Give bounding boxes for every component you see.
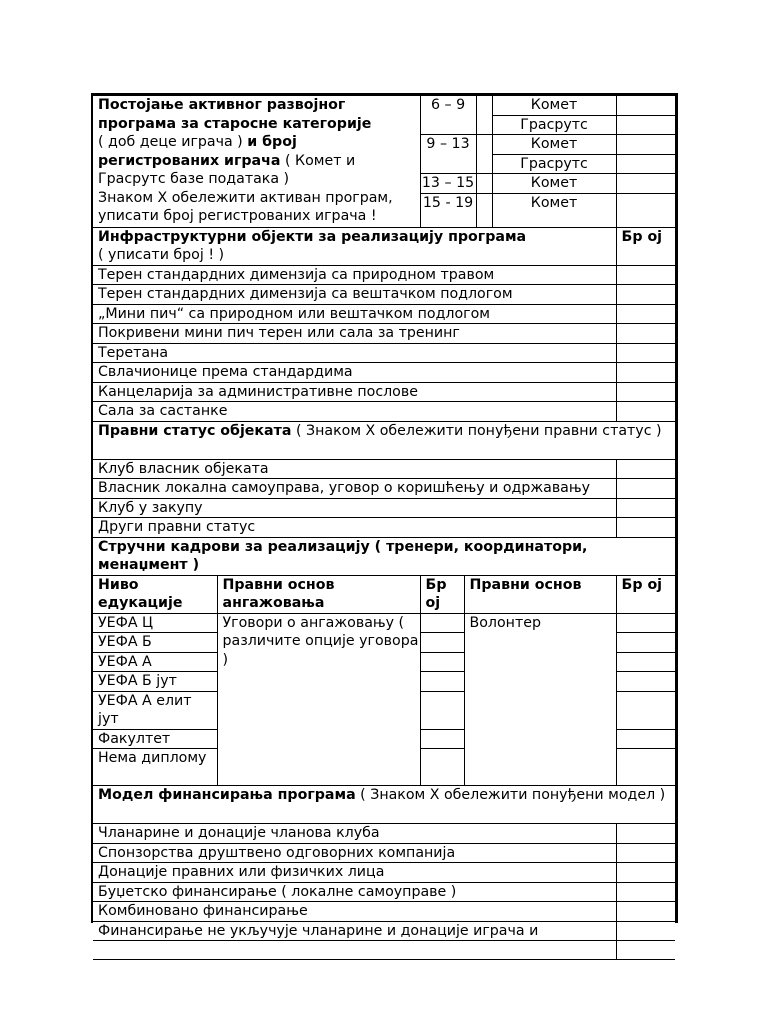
program-komet: Комет: [492, 96, 616, 115]
education-level: УЕФА Ц: [93, 613, 217, 633]
financing-item: Буџетско финансирање ( локалне самоуправе ): [93, 882, 616, 902]
count-cell[interactable]: [616, 304, 675, 324]
mark-cell[interactable]: [616, 921, 675, 941]
mark-cell[interactable]: [476, 193, 492, 227]
count-cell[interactable]: [616, 193, 675, 227]
infrastructure-item: Терен стандардних димензија са вештачком подлогом: [93, 285, 616, 305]
count-cell[interactable]: [616, 285, 675, 305]
legal-status-header: [93, 421, 675, 459]
infrastructure-item: Свлачионице према стандардима: [93, 363, 616, 383]
legal-status-item: Други правни статус: [93, 518, 616, 538]
count-cell[interactable]: [616, 749, 675, 786]
count-cell[interactable]: [616, 672, 675, 692]
mark-cell[interactable]: [476, 174, 492, 194]
mark-cell[interactable]: [476, 135, 492, 174]
count-cell[interactable]: [616, 96, 675, 115]
staff-col-level: Ниво едукације: [93, 575, 217, 613]
count-cell[interactable]: [420, 633, 464, 653]
age-range-15-19: 15 - 19: [420, 193, 476, 227]
program-instruction: Знаком X обележити активан програм, уписати број регистрованих играча !: [98, 189, 393, 224]
legal-status-item: Клуб у закупу: [93, 498, 616, 518]
count-cell[interactable]: [616, 691, 675, 729]
mark-cell[interactable]: [616, 941, 675, 960]
financing-item: Комбиновано финансирање: [93, 902, 616, 922]
education-level: Нема диплому: [93, 749, 217, 786]
program-database-note: ( Комет и Грасрутс базе података ): [98, 152, 356, 187]
count-cell[interactable]: [616, 363, 675, 383]
age-range-6-9: 6 – 9: [420, 96, 476, 135]
program-komet: Комет: [492, 193, 616, 227]
count-header: Бр ој: [616, 227, 675, 265]
age-range-13-15: 13 – 15: [421, 175, 475, 191]
count-cell[interactable]: [420, 729, 464, 749]
legal-status-instruction: ( Знаком X обележити понуђени правни статус ): [295, 422, 662, 439]
mark-cell[interactable]: [616, 863, 675, 883]
count-cell[interactable]: [420, 691, 464, 729]
infrastructure-item: „Мини пич“ са природном или вештачком подлогом: [93, 304, 616, 324]
program-description-cell: [93, 96, 420, 227]
program-title: Постојање активног развојног програма за старосне категорије: [98, 97, 372, 132]
financing-instruction: ( Знаком X обележити понуђени модел ): [360, 787, 666, 803]
financing-item-continued: [93, 941, 616, 960]
financing-item: Донације правних или физичких лица: [93, 863, 616, 883]
mark-cell[interactable]: [616, 479, 675, 499]
infrastructure-item: Терен стандардних димензија са природном травом: [93, 265, 616, 285]
education-level: УЕФА А: [93, 652, 217, 672]
mark-cell[interactable]: [616, 518, 675, 538]
education-level: Факултет: [93, 729, 217, 749]
staff-col-legal-basis: Правни основ ангажовања: [217, 575, 420, 613]
legal-status-title: Правни статус објеката: [98, 422, 292, 439]
count-cell[interactable]: [420, 672, 464, 692]
count-cell[interactable]: [420, 749, 464, 786]
infrastructure-item: Покривени мини пич терен или сала за тренинг: [93, 324, 616, 344]
mark-cell[interactable]: [616, 843, 675, 863]
program-grassroots: Грасрутс: [492, 154, 616, 174]
mark-cell[interactable]: [476, 96, 492, 135]
program-grassroots: Грасрутс: [492, 115, 616, 135]
count-cell[interactable]: [616, 402, 675, 422]
staff-col-count: Бр ој: [420, 575, 464, 613]
form-page: [91, 93, 678, 939]
count-cell[interactable]: [616, 343, 675, 363]
mark-cell[interactable]: [616, 882, 675, 902]
mark-cell[interactable]: [616, 459, 675, 479]
infrastructure-item: Канцеларија за административне послове: [93, 382, 616, 402]
education-level: УЕФА Б: [93, 633, 217, 653]
program-komet: Комет: [492, 174, 616, 194]
count-cell[interactable]: [616, 633, 675, 653]
count-cell[interactable]: [616, 115, 675, 135]
count-cell[interactable]: [420, 652, 464, 672]
count-cell[interactable]: [616, 652, 675, 672]
count-cell[interactable]: [616, 265, 675, 285]
count-cell[interactable]: [616, 154, 675, 174]
program-komet: Комет: [492, 135, 616, 155]
staff-header: Стручни кадрови за реализацију ( тренери, координатори, менаџмент ): [93, 537, 675, 575]
age-range-9-13: 9 – 13: [420, 135, 476, 174]
infrastructure-subtitle: ( уписати број ! ): [98, 247, 225, 263]
education-level: УЕФА Б јут: [93, 672, 217, 692]
financing-item: Финансирање не укључује чланарине и донације играча и: [93, 921, 616, 941]
infrastructure-item: Теретана: [93, 343, 616, 363]
form-table: [93, 96, 675, 960]
volunteer-basis: Волонтер: [464, 613, 616, 786]
count-cell[interactable]: [616, 382, 675, 402]
count-cell[interactable]: [616, 613, 675, 633]
legal-status-item: Власник локална самоуправа, уговор о коришћењу и одржавању: [93, 479, 616, 499]
financing-title: Модел финансирања програма: [98, 787, 356, 803]
financing-header: [93, 786, 675, 824]
count-cell[interactable]: [616, 729, 675, 749]
contract-basis: Уговори о ангажовању ( различите опције уговора ): [217, 613, 420, 786]
infrastructure-title: Инфраструктурни објекти за реализацију програма: [98, 228, 527, 245]
count-cell[interactable]: [420, 613, 464, 633]
staff-col-count-2: Бр ој: [616, 575, 675, 613]
count-cell[interactable]: [616, 135, 675, 155]
education-level: УЕФА А елит јут: [93, 691, 217, 729]
infrastructure-header: [93, 227, 616, 265]
legal-status-item: Клуб власник објеката: [93, 459, 616, 479]
count-cell[interactable]: [616, 174, 675, 194]
infrastructure-item: Сала за састанке: [93, 402, 616, 422]
mark-cell[interactable]: [616, 824, 675, 844]
staff-col-legal-basis-2: Правни основ: [464, 575, 616, 613]
mark-cell[interactable]: [616, 498, 675, 518]
financing-item: Чланарине и донације чланова клуба: [93, 824, 616, 844]
count-cell[interactable]: [616, 324, 675, 344]
program-registered-note: и број регистрованих играча: [98, 134, 297, 169]
program-age-note: ( доб деце играча ): [98, 134, 243, 150]
mark-cell[interactable]: [616, 902, 675, 922]
financing-item: Спонзорства друштвено одговорних компанија: [93, 843, 616, 863]
